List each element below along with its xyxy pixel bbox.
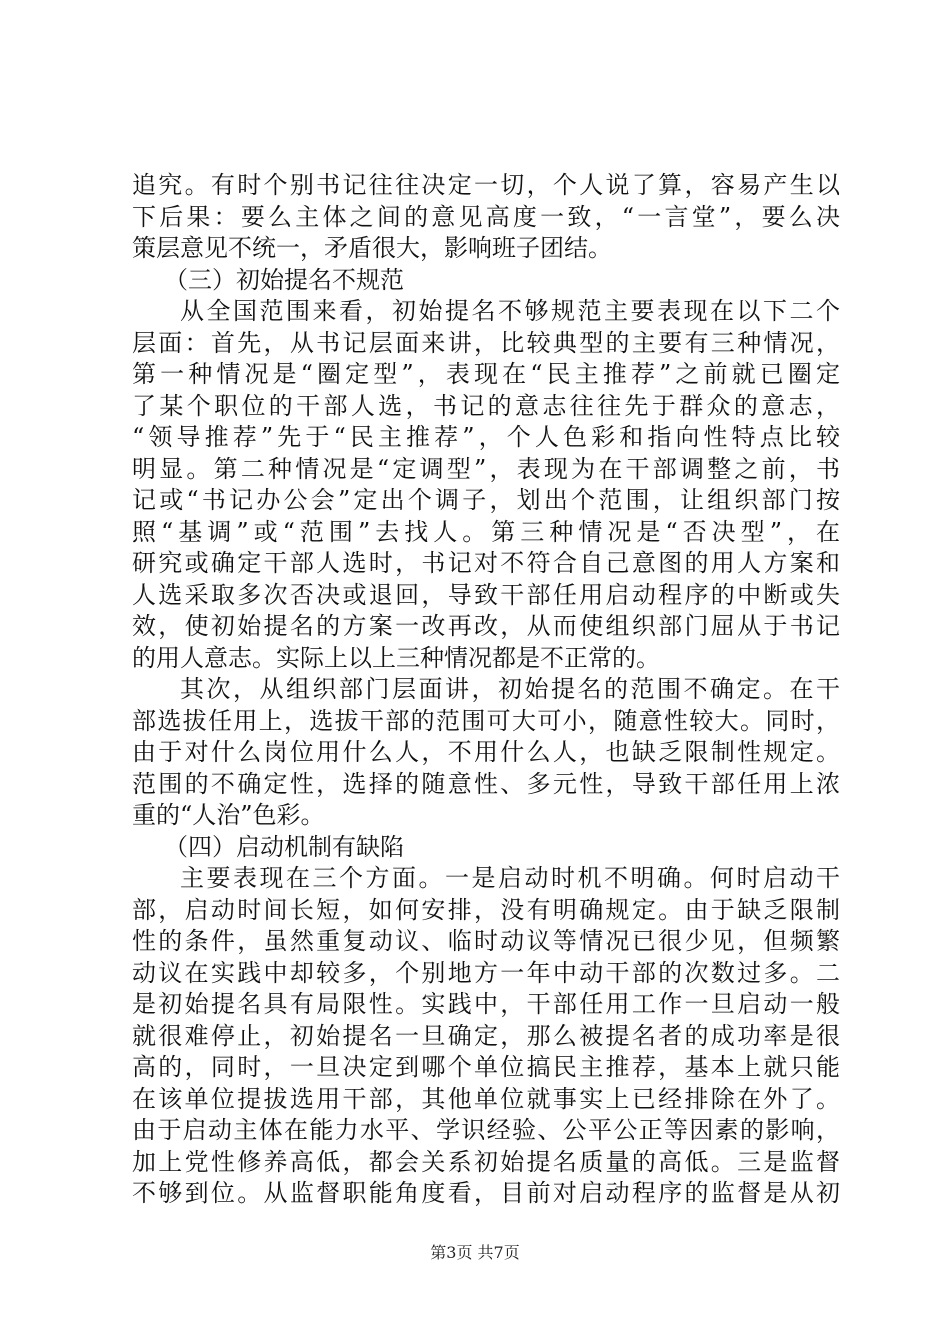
section-heading: （四）启动机制有缺陷: [164, 832, 404, 861]
body-text: [132, 170, 840, 1210]
text-line: 性的条件，虽然重复动议、临时动议等情况已很少见，但频繁: [132, 927, 840, 955]
page-number: 第3页 共7页: [430, 1243, 520, 1262]
text-line: 加上党性修养高低，都会关系初始提名质量的高低。三是监督: [132, 1147, 840, 1176]
text-line: 动议在实践中却较多，个别地方一年中动干部的次数过多。二: [132, 958, 840, 987]
text-line: 由于对什么岗位用什么人，不用什么人，也缺乏限制性规定。: [132, 738, 840, 766]
text-line: 效，使初始提名的方案一改再改，从而使组织部门屈从于书记: [132, 612, 840, 640]
text-line: 研究或确定干部人选时，书记对不符合自己意图的用人方案和: [132, 549, 840, 577]
text-line: 层面：首先，从书记层面来讲，比较典型的主要有三种情况，: [132, 328, 840, 357]
text-line: 下后果：要么主体之间的意见高度一致，“一言堂”，要么决: [132, 202, 840, 231]
text-line: 在该单位提拔选用干部，其他单位就事实上已经排除在外了。: [132, 1084, 840, 1113]
section-heading: （三）初始提名不规范: [164, 265, 404, 294]
text-line: 由于启动主体在能力水平、学识经验、公平公正等因素的影响，: [132, 1116, 840, 1144]
text-line: 从全国范围来看，初始提名不够规范主要表现在以下二个: [180, 297, 840, 325]
text-line: 主要表现在三个方面。一是启动时机不明确。何时启动干: [180, 864, 840, 892]
text-line: 部，启动时间长短，如何安排，没有明确规定。由于缺乏限制: [132, 895, 840, 924]
text-line: “领导推荐”先于“民主推荐”，个人色彩和指向性特点比较: [132, 423, 840, 451]
text-line: 范围的不确定性，选择的随意性、多元性，导致干部任用上浓: [132, 769, 840, 798]
text-line: 第一种情况是“圈定型”，表现在“民主推荐”之前就已圈定: [132, 360, 840, 388]
text-line: 明显。第二种情况是“定调型”，表现为在干部调整之前，书: [132, 454, 840, 483]
text-line: 策层意见不统一，矛盾很大，影响班子团结。: [132, 234, 612, 262]
text-line: 了某个职位的干部人选，书记的意志往往先于群众的意志，: [132, 391, 840, 420]
text-line: 不够到位。从监督职能角度看，目前对启动程序的监督是从初: [132, 1179, 840, 1207]
text-line: 其次，从组织部门层面讲，初始提名的范围不确定。在干: [180, 675, 840, 703]
text-line: 人选采取多次否决或退回，导致干部任用启动程序的中断或失: [132, 580, 840, 609]
text-line: 部选拔任用上，选拔干部的范围可大可小，随意性较大。同时，: [132, 706, 840, 735]
text-line: 追究。有时个别书记往往决定一切，个人说了算，容易产生以: [132, 171, 840, 199]
text-line: 照“基调”或“范围”去找人。第三种情况是“否决型”，在: [132, 517, 840, 546]
text-line: 是初始提名具有局限性。实践中，干部任用工作一旦启动一般: [132, 990, 840, 1018]
text-line: 就很难停止，初始提名一旦确定，那么被提名者的成功率是很: [132, 1021, 840, 1050]
text-line: 高的，同时，一旦决定到哪个单位搞民主推荐，基本上就只能: [132, 1053, 840, 1081]
text-line: 的用人意志。实际上以上三种情况都是不正常的。: [132, 643, 660, 672]
text-line: 重的“人治”色彩。: [132, 801, 325, 829]
text-line: 记或“书记办公会”定出个调子，划出个范围，让组织部门按: [132, 486, 840, 514]
